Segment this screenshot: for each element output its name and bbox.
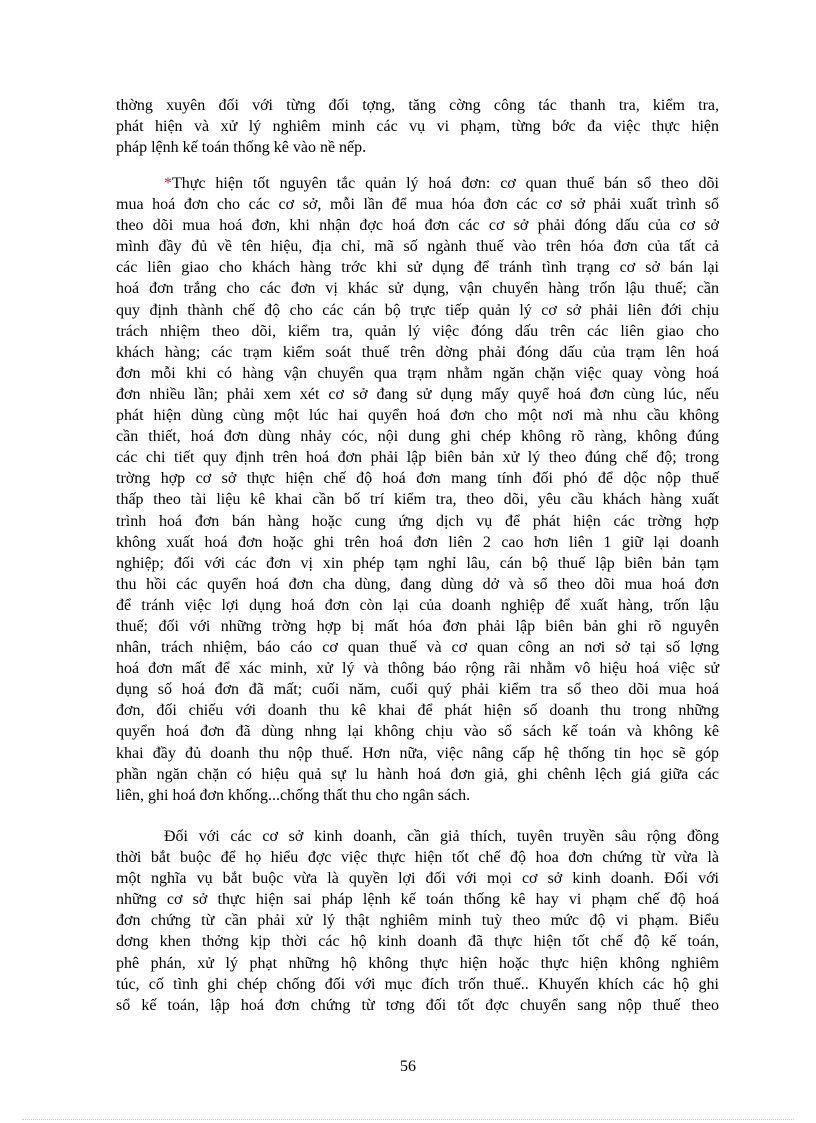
text-line: khai đầy đủ doanh thu nộp thuế. Hơn nữa, việc nâng cấp hệ thống tin học sẽ góp <box>116 744 719 762</box>
text-line: túc, cố tình ghi chép chống đối với mục đích trốn thuế.. Khuyến khích các hộ ghi <box>116 975 719 993</box>
text-line: các liên giao cho khách hàng trớc khi sử dụng để tránh tình trạng cơ sở bán lại <box>116 259 719 277</box>
text-line: dụng số hoá đơn đã mất; cuối năm, cuối quý phải kiểm tra sổ theo dõi mua hoá <box>116 681 719 699</box>
text-line: trờng hợp cơ sở thực hiện chế độ hoá đơn mang tính đối phó để dộc nộp thuế <box>116 470 719 488</box>
text-line: thấp theo tài liệu kê khai cần bố trí kiểm tra, theo dõi, yêu cầu khách hàng xuất <box>116 491 719 509</box>
text-line: phát hiện và xử lý nghiêm minh các vụ vi phạm, từng bớc đa việc thực hiện <box>116 118 719 136</box>
text-line: đơn nhiều lần; phải xem xét cơ sở đang sử dụng mấy quyể hoá đơn cùng lúc, nếu <box>116 385 719 403</box>
text-line: phê phán, xử lý phạt những hộ không thực hiện hoặc thực hiện không nghiêm <box>116 954 719 972</box>
text-line: thời bắt buộc để họ hiểu đợc việc thực hiện tốt chế độ hoa đơn chứng từ vừa là <box>116 849 719 867</box>
text-line: một nghĩa vụ bắt buộc vừa là quyền lợi đối với mọi cơ sở kinh doanh. Đối với <box>116 870 719 888</box>
paragraph-1 <box>116 95 719 158</box>
text-line-content: Thực hiện tốt nguyên tắc quản lý hoá đơn: cơ quan thuế bán sổ theo dõi <box>172 175 719 192</box>
text-line: theo dõi mua hoá đơn, khi nhận đợc hoá đơn các cơ sở phải đóng dấu của cơ sở <box>116 217 719 235</box>
text-line: đơn mỗi khi có hàng vận chuyển qua trạm nhằm ngăn chặn việc quay vòng hoá <box>116 364 719 382</box>
text-line: hoá đơn mất để xác minh, xử lý và thông báo rộng rãi nhằm vô hiệu hoá việc sử <box>116 660 719 678</box>
text-line: Đối với các cơ sở kinh doanh, cần giả thích, tuyên truyền sâu rộng đồng <box>164 828 719 845</box>
page-bottom-rule <box>22 1119 794 1120</box>
text-line: nghiệp; đối với các đơn vị xin phép tạm nghỉ lâu, cán bộ thuế lập biên bản tạm <box>116 554 719 572</box>
text-line: phát hiện dùng cùng một lúc hai quyển hoá đơn cho một nơi mà nhu cầu không <box>116 407 719 425</box>
text-line: những cơ sở thực hiện sai pháp lệnh kế toán thống kê hay vi phạm chế độ hoá <box>116 891 719 909</box>
text-line: thu hồi các quyển hoá đơn cha dùng, đang dùng dở và sổ theo dõi mua hoá đơn <box>116 575 719 593</box>
text-line: quy định thành chế độ cho các cán bộ trực tiếp quản lý cơ sở phải liên đới chịu <box>116 301 719 319</box>
page-number: 56 <box>400 1058 416 1075</box>
text-line: thờng xuyên đối với từng đối tợng, tăng cờng công tác thanh tra, kiểm tra, <box>116 97 719 114</box>
text-line: khách hàng; các trạm kiểm soát thuế trên dờng phải đóng dấu của trạm lên hoá <box>116 343 719 361</box>
text-line: pháp lệnh kế toán thống kê vào nề nếp. <box>116 139 367 157</box>
paragraph-3 <box>116 826 719 1016</box>
text-line: phần ngăn chặn có hiệu quả sự lu hành hoá đơn giả, ghi chênh lệch giá giữa các <box>116 765 719 783</box>
text-line: sổ kế toán, lập hoá đơn chứng từ tơng đối tốt đợc chuyển sang nộp thuế theo <box>116 996 719 1014</box>
text-line: liên, ghi hoá đơn khống...chống thất thu cho ngân sách. <box>116 786 471 804</box>
text-line: hoá đơn trắng cho các đơn vị khác sử dụng, vận chuyển hàng trốn lậu thuế; cần <box>116 280 719 298</box>
text-line: quyển hoá đơn đã dùng nhng lại không chịu vào sổ sách kế toán và không kê <box>116 723 719 741</box>
text-line: nhân, trách nhiệm, báo cáo cơ quan thuế và cơ quan công an nơi sở tại số lợng <box>116 639 719 657</box>
text-line: thuế; đối với những trờng hợp bị mất hóa đơn phải lập biên bản ghi rõ nguyên <box>116 617 719 635</box>
text-line: cần thiết, hoá đơn dùng nhảy cóc, nội dung ghi chép không rõ ràng, không đúng <box>116 428 719 446</box>
text-line: trách nhiệm theo dõi, kiểm tra, quản lý việc đóng dấu trên các liên giao cho <box>116 322 719 340</box>
text-line: để tránh việc lợi dụng hoá đơn còn lại của doanh nghiệp để xuất hàng, trốn lậu <box>116 596 719 614</box>
text-line: dơng khen thởng kịp thời các hộ kinh doanh đã thực hiện tốt chế độ kế toán, <box>116 933 719 951</box>
text-line: các chi tiết quy định trên hoá đơn phải lập biên bản xử lý theo đúng chế độ; trong <box>116 449 719 467</box>
text-line: mua hoá đơn cho các cơ sở, mỗi lần để mua hóa đơn các cơ sở phải xuất trình sổ <box>116 196 719 214</box>
asterisk-marker: * <box>164 175 172 192</box>
text-line <box>116 173 719 194</box>
text-line: đơn, đối chiếu với doanh thu kê khai để phát hiện số doanh thu trong những <box>116 702 719 720</box>
text-line: không xuất hoá đơn hoặc ghi trên hoá đơn liên 2 cao hơn liên 1 giữ lại doanh <box>116 533 719 551</box>
text-line: trình hoá đơn bán hàng hoặc cung ứng dịch vụ để phát hiện các trờng hợp <box>116 512 719 530</box>
text-line: đơn chứng từ cần phải xử lý thật nghiêm minh tuỳ theo mức độ vi phạm. Biểu <box>116 912 719 930</box>
paragraph-2 <box>116 173 719 806</box>
text-line: mình đầy đủ về tên hiệu, địa chỉ, mã số ngành thuế vào trên hóa đơn của tất cả <box>116 238 719 256</box>
